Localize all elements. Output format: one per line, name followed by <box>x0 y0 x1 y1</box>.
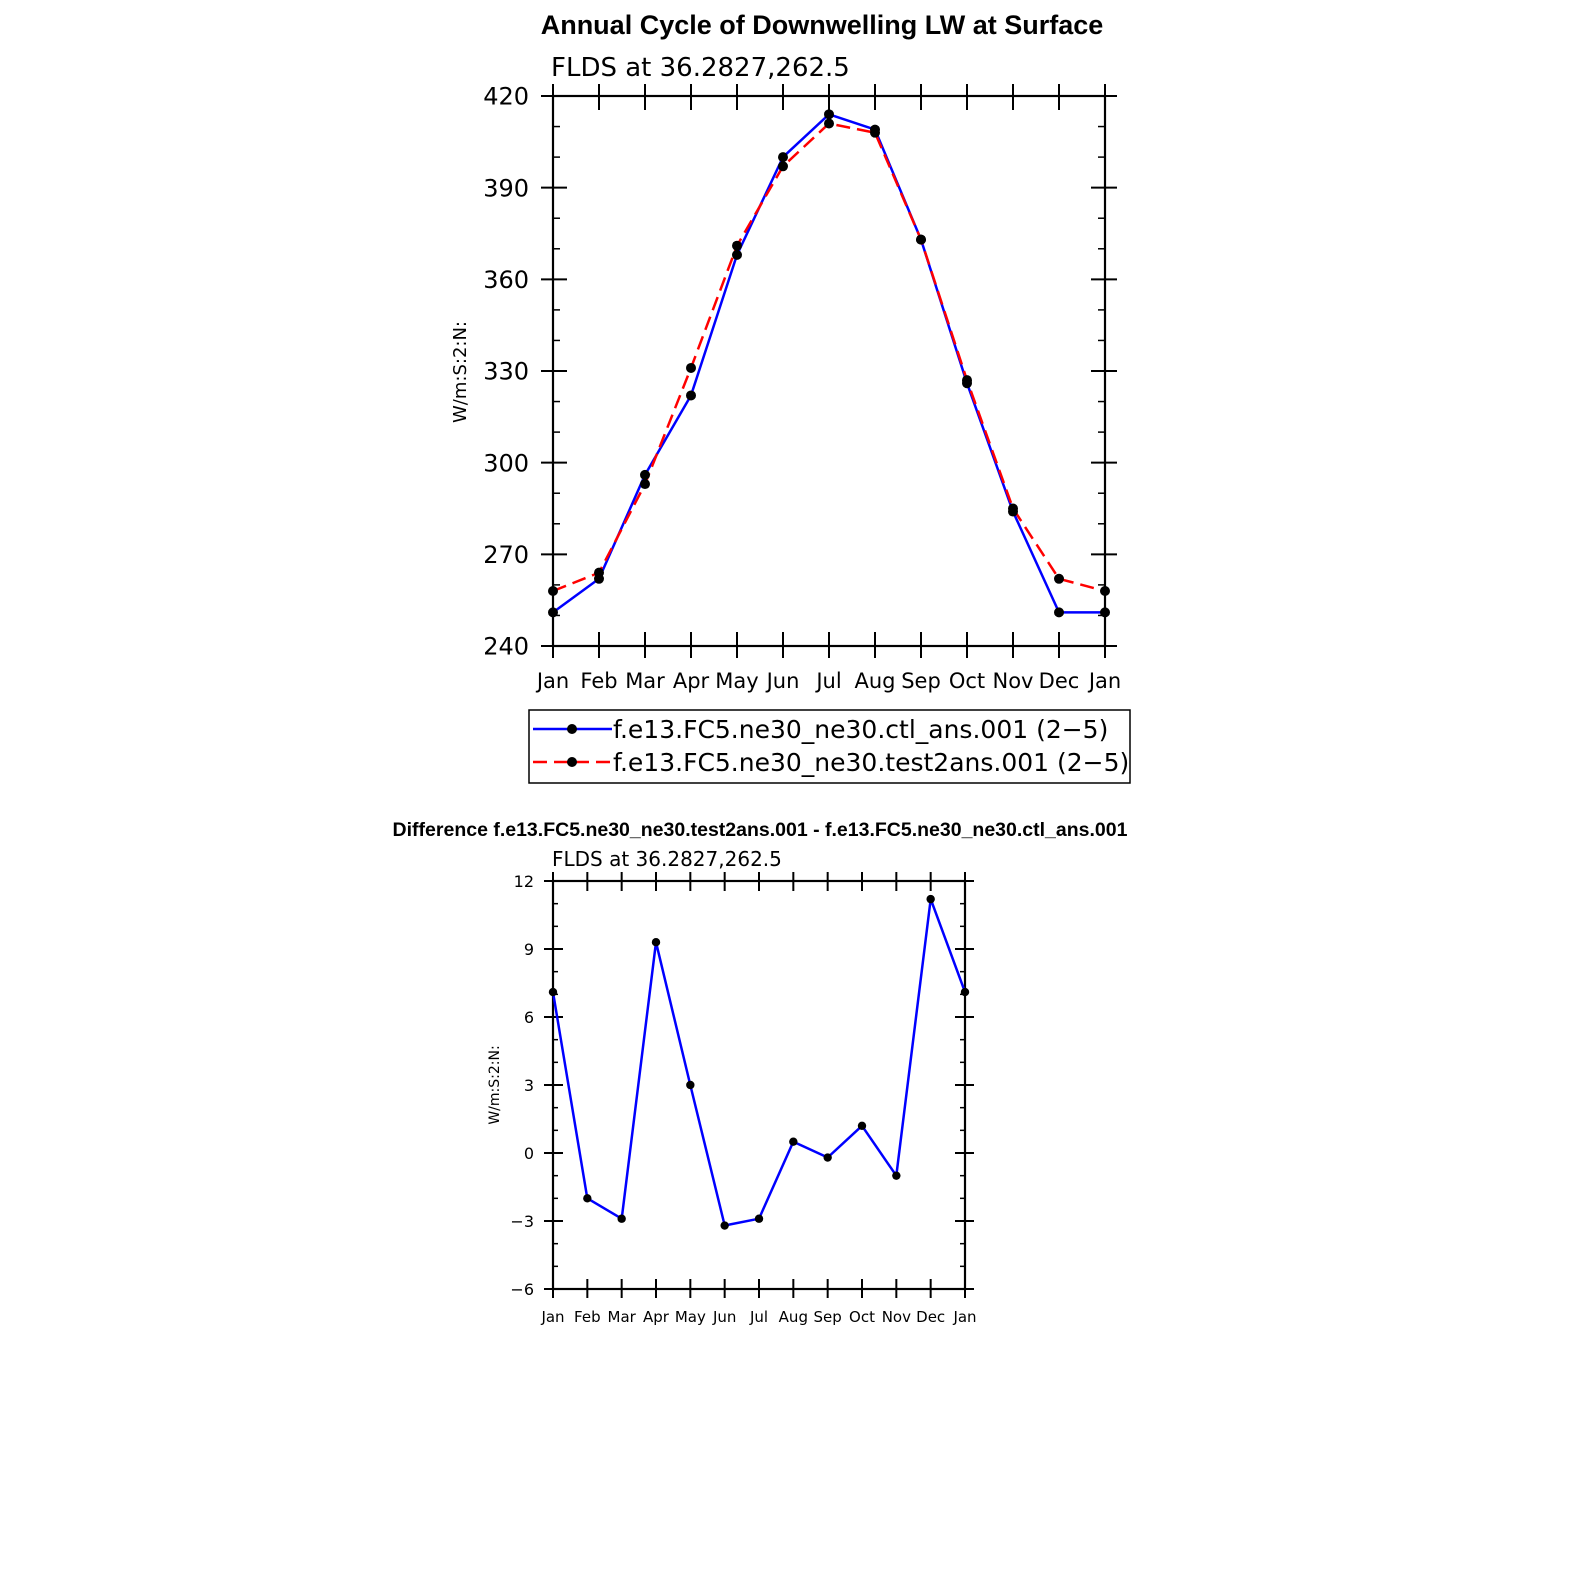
y-tick-label: 6 <box>523 1007 534 1027</box>
data-point-1 <box>548 586 558 596</box>
data-point-1 <box>732 241 742 251</box>
x-tick-label: Dec <box>916 1308 946 1326</box>
diff-chart-subtitle: FLDS at 36.2827,262.5 <box>552 847 782 871</box>
data-point-0 <box>1054 607 1064 617</box>
series-line-1 <box>553 124 1105 592</box>
plot-frame <box>553 96 1105 646</box>
data-point-0 <box>549 988 557 996</box>
data-point-0 <box>778 152 788 162</box>
data-point-0 <box>926 895 934 903</box>
x-tick-label: Jan <box>953 1308 977 1326</box>
data-point-1 <box>1100 586 1110 596</box>
data-point-1 <box>778 161 788 171</box>
data-point-0 <box>686 1081 694 1089</box>
data-point-1 <box>686 363 696 373</box>
legend-marker-ctl <box>567 724 577 734</box>
x-tick-label: Jan <box>1088 669 1122 693</box>
data-point-1 <box>824 119 834 129</box>
data-point-0 <box>732 250 742 260</box>
y-ticks <box>483 83 1117 661</box>
x-tick-label: Sep <box>901 669 941 693</box>
data-point-1 <box>916 235 926 245</box>
x-tick-label: Feb <box>580 669 618 693</box>
data-point-0 <box>583 1194 591 1202</box>
y-tick-label: −3 <box>510 1211 534 1231</box>
series-layer <box>548 109 1110 617</box>
chart-title: Annual Cycle of Downwelling LW at Surface <box>540 10 1104 40</box>
y-tick-label: −6 <box>510 1279 534 1299</box>
data-point-1 <box>870 128 880 138</box>
diff-y-ticks <box>510 872 974 1299</box>
data-point-0 <box>548 607 558 617</box>
data-point-1 <box>1008 504 1018 514</box>
data-point-1 <box>962 375 972 385</box>
legend-label-test: f.e13.FC5.ne30_ne30.test2ans.001 (2−5) <box>613 748 1130 777</box>
data-point-0 <box>686 390 696 400</box>
x-tick-label: Jun <box>712 1308 737 1326</box>
x-tick-label: Sep <box>813 1308 842 1326</box>
difference-chart <box>393 819 1128 1326</box>
x-tick-label: Jan <box>536 669 570 693</box>
data-point-0 <box>1100 607 1110 617</box>
diff-y-axis-label: W/m:S:2:N: <box>487 1045 503 1125</box>
y-tick-label: 240 <box>483 632 529 661</box>
x-tick-label: May <box>715 669 759 693</box>
x-tick-label: Aug <box>778 1308 808 1326</box>
diff-series-layer <box>549 895 969 1230</box>
data-point-0 <box>789 1137 797 1145</box>
x-tick-label: Jun <box>766 669 800 693</box>
diff-chart-title: Difference f.e13.FC5.ne30_ne30.test2ans.001 - f.e13.FC5.ne30_ne30.ctl_ans.001 <box>392 819 1128 841</box>
series-line-0 <box>553 114 1105 612</box>
data-point-0 <box>755 1215 763 1223</box>
data-point-0 <box>823 1153 831 1161</box>
y-tick-label: 9 <box>523 939 534 959</box>
y-tick-label: 300 <box>483 449 529 478</box>
x-tick-label: Oct <box>948 669 986 693</box>
data-point-1 <box>1054 574 1064 584</box>
data-point-1 <box>594 568 604 578</box>
data-point-0 <box>652 938 660 946</box>
annual-cycle-chart <box>450 10 1130 783</box>
y-tick-label: 3 <box>523 1075 534 1095</box>
data-point-0 <box>858 1122 866 1130</box>
x-tick-label: Feb <box>574 1308 601 1326</box>
data-point-0 <box>640 470 650 480</box>
x-tick-label: Nov <box>881 1308 911 1326</box>
x-tick-label: Jan <box>541 1308 565 1326</box>
x-ticks <box>535 84 1121 693</box>
x-tick-label: Aug <box>854 669 896 693</box>
x-tick-label: May <box>674 1308 706 1326</box>
y-tick-label: 360 <box>483 265 529 294</box>
y-tick-label: 0 <box>523 1143 534 1163</box>
chart-subtitle: FLDS at 36.2827,262.5 <box>551 53 850 83</box>
x-tick-label: Apr <box>672 669 710 693</box>
x-tick-label: Mar <box>607 1308 636 1326</box>
y-tick-label: 12 <box>513 871 534 891</box>
x-tick-label: Oct <box>849 1308 875 1326</box>
y-tick-label: 270 <box>483 540 529 569</box>
diff-x-ticks <box>540 872 976 1326</box>
y-tick-label: 420 <box>483 82 529 111</box>
y-tick-label: 390 <box>483 174 529 203</box>
x-tick-label: Dec <box>1038 669 1080 693</box>
x-tick-label: Apr <box>643 1308 669 1326</box>
x-tick-label: Nov <box>992 669 1034 693</box>
data-point-0 <box>617 1215 625 1223</box>
y-tick-label: 330 <box>483 357 529 386</box>
legend-label-ctl: f.e13.FC5.ne30_ne30.ctl_ans.001 (2−5) <box>613 715 1109 744</box>
diff-plot-frame <box>553 881 965 1289</box>
series-line-0 <box>553 899 965 1225</box>
data-point-0 <box>892 1171 900 1179</box>
data-point-0 <box>720 1221 728 1229</box>
x-tick-label: Jul <box>749 1308 769 1326</box>
legend <box>529 710 1130 783</box>
data-point-1 <box>640 479 650 489</box>
legend-marker-test <box>567 757 577 767</box>
data-point-0 <box>824 109 834 119</box>
y-axis-label: W/m:S:2:N: <box>450 321 471 423</box>
x-tick-label: Mar <box>625 669 665 693</box>
x-tick-label: Jul <box>816 669 842 693</box>
data-point-0 <box>961 988 969 996</box>
